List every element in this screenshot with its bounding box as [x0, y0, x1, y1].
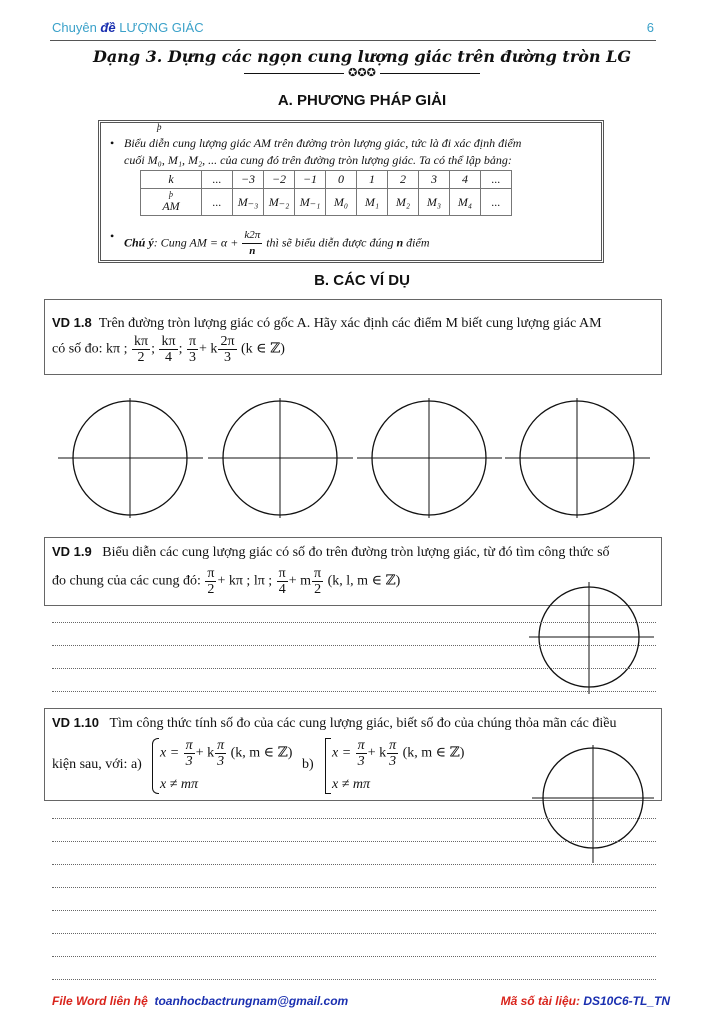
table-cell: −3	[233, 171, 264, 189]
unit-circle-5	[529, 582, 654, 694]
sys-b-cond: (k, m ∈ ℤ)	[402, 745, 465, 761]
sys-a-plus-k: + k	[195, 745, 215, 761]
table-cell: 1	[357, 171, 388, 189]
note-n: n	[396, 235, 404, 250]
answer-line[interactable]	[52, 622, 656, 623]
vd18-pre: có số đo: kπ ;	[52, 341, 128, 357]
answer-line[interactable]	[52, 645, 656, 646]
method-bullet-1-line-1: Biểu diễn cung lượng giác AM trên đường tròn lượng giác, tức là đi xác định điểm	[124, 136, 522, 150]
unit-circle-1	[58, 398, 203, 518]
table-cell: ...	[202, 189, 233, 216]
page-number: 6	[646, 20, 654, 35]
table-cell: 4	[450, 171, 481, 189]
ornament-stars: ✪✪✪	[348, 67, 376, 79]
header-divider	[50, 40, 656, 41]
header-chapter-b: đề	[100, 20, 116, 35]
table-cell: M₃	[419, 189, 450, 216]
system-b-eq-2: x ≠ mπ	[332, 777, 371, 792]
answer-line[interactable]	[52, 691, 656, 692]
system-a-brace	[152, 738, 159, 794]
vd18-f2-den: 4	[165, 350, 173, 365]
vd19-t1: + kπ ; lπ ;	[217, 573, 273, 589]
table-cell: M₋₂	[264, 189, 295, 216]
answer-line[interactable]	[52, 910, 656, 911]
header-chapter-c: LƯỢNG GIÁC	[115, 20, 204, 35]
sys-b-f2-den: 3	[389, 754, 397, 769]
example-1-9-text: Biểu diễn các cung lượng giác có số đo trên đường tròn lượng giác, từ đó tìm công thức số	[102, 545, 610, 560]
vd18-f3-den: 3	[188, 350, 196, 365]
unit-circle-6	[532, 745, 654, 863]
table-cell: M₋₃	[233, 189, 264, 216]
vd18-f4-den: 3	[223, 350, 231, 365]
sys-a-f2-num: π	[217, 738, 225, 753]
example-1-10-line-1	[52, 715, 657, 732]
system-a-eq-1	[160, 738, 292, 769]
method-bullet-1: • Biểu diễn cung lượng giác AM trên đường tròn lượng giác, tức là đi xác định điểm cuối M₀, M₁, M₂, ... của cung đó trên đường tròn lượng giác. Ta có thể lập bảng:	[124, 135, 600, 169]
table-cell: ...	[481, 171, 512, 189]
note-end: điểm	[406, 235, 430, 250]
sys-b-f1-num: π	[357, 738, 365, 753]
table-cell: 2	[388, 171, 419, 189]
header-chapter-a: Chuyên	[52, 20, 101, 35]
arc-mark: þ	[169, 189, 173, 199]
vd18-f1-num: kπ	[134, 334, 149, 349]
system-b-bracket	[325, 738, 331, 794]
table-cell: −1	[295, 171, 326, 189]
footer-doc-code-value: DS10C6-TL_TN	[583, 994, 670, 1008]
vd18-f3-num: π	[188, 334, 197, 349]
note-frac-num: k2π	[242, 228, 262, 244]
unit-circle-4	[505, 398, 650, 518]
table-cell: M₂	[388, 189, 419, 216]
method-bullet-1-line-2: cuối M₀, M₁, M₂, ... của cung đó trên đường tròn lượng giác. Ta có thể lập bảng:	[124, 153, 512, 167]
system-b-eq-1	[332, 738, 464, 769]
sys-b-plus-k: + k	[367, 745, 387, 761]
sys-a-f1-num: π	[185, 738, 193, 753]
note-arc: AM	[189, 235, 207, 250]
points-table	[140, 170, 512, 216]
table-cell-arc-label	[141, 189, 202, 216]
example-1-8-line-2: có số đo: kπ ; $\frac{k\pi}{2}$ ; $\frac{k\pi}{4}$ ; $\frac{\pi}{3}$ + k $\frac{2\pi}{3}$ (k ∈ ℤ)	[52, 334, 285, 365]
arc-label: AM	[162, 198, 180, 213]
note-label: Chú ý	[124, 235, 154, 250]
vd19-condition: (k, l, m ∈ ℤ)	[327, 573, 401, 589]
sys-a-f2-den: 3	[217, 754, 225, 769]
sys-a-cond: (k, m ∈ ℤ)	[230, 745, 293, 761]
method-note: • Chú ý: Cung AM = α + $\frac{k2\pi}{n}$ thì sẽ biểu diễn được đúng n điểm	[110, 229, 430, 257]
footer-doc-code-label: Mã số tài liệu:	[500, 994, 580, 1008]
answer-line[interactable]	[52, 841, 656, 842]
example-1-8-label: VD 1.8	[52, 315, 92, 330]
points-table-row-points	[141, 189, 512, 216]
section-b-heading: B. CÁC VÍ DỤ	[314, 272, 410, 289]
table-cell: −2	[264, 171, 295, 189]
sys-b-x: x =	[332, 745, 352, 761]
answer-line[interactable]	[52, 933, 656, 934]
table-cell: k	[141, 171, 202, 189]
table-cell: 0	[326, 171, 357, 189]
unit-circle-3	[357, 398, 502, 518]
answer-line[interactable]	[52, 864, 656, 865]
arc-mark: þ	[157, 122, 162, 132]
example-1-9-line-1	[52, 544, 657, 561]
vd18-f4-num: 2π	[220, 334, 235, 349]
page-title: Dạng 3. Dựng các ngọn cung lượng giác trên đường tròn LG	[92, 47, 632, 66]
note-eq: = α +	[209, 235, 239, 250]
vd19-f1-den: 2	[207, 582, 215, 597]
vd18-f2-num: kπ	[161, 334, 176, 349]
vd18-condition: (k ∈ ℤ)	[241, 341, 285, 357]
sys-a-f1-den: 3	[185, 754, 193, 769]
table-cell: M₄	[450, 189, 481, 216]
vd19-f3-num: π	[314, 566, 322, 581]
points-table-row-k	[141, 171, 512, 189]
footer-contact-label: File Word liên hệ	[52, 994, 148, 1008]
unit-circle-2	[208, 398, 353, 518]
vd18-f1-den: 2	[137, 350, 145, 365]
table-cell: ...	[202, 171, 233, 189]
header-chapter	[52, 20, 204, 35]
table-cell: 3	[419, 171, 450, 189]
section-a-heading: A. PHƯƠNG PHÁP GIẢI	[277, 92, 447, 109]
answer-line[interactable]	[52, 887, 656, 888]
sys-b-f1-den: 3	[357, 754, 365, 769]
answer-line[interactable]	[52, 818, 656, 819]
footer-contact	[52, 994, 348, 1008]
vd19-f2-num: π	[278, 566, 286, 581]
note-post: thì sẽ biểu diễn được đúng	[266, 235, 394, 250]
vd19-f2-den: 4	[278, 582, 286, 597]
note-frac-den: n	[249, 245, 256, 257]
footer-email-link[interactable]: toanhocbactrungnam@gmail.com	[154, 994, 349, 1008]
example-1-9-label: VD 1.9	[52, 544, 92, 559]
table-cell: M₋₁	[295, 189, 326, 216]
vd18-plus-k: + k	[199, 341, 218, 357]
answer-line[interactable]	[52, 956, 656, 957]
footer-doc-code	[501, 994, 670, 1008]
note-pre: : Cung	[153, 235, 187, 250]
vd19-f3-den: 2	[314, 582, 322, 597]
example-1-10-text: Tìm công thức tính số đo của các cung lượng giác, biết số đo của chúng thỏa mãn các điều	[109, 716, 617, 731]
example-1-8-text: Trên đường tròn lượng giác có gốc A. Hãy xác định các điểm M biết cung lượng giác AM	[98, 316, 602, 331]
table-cell: ...	[481, 189, 512, 216]
example-1-8-line-1	[52, 315, 657, 332]
answer-line[interactable]	[52, 979, 656, 980]
part-b-label: b)	[302, 757, 314, 772]
sys-a-x: x =	[160, 745, 180, 761]
vd19-t2: + m	[288, 573, 312, 589]
table-cell: M₀	[326, 189, 357, 216]
example-1-10-label: VD 1.10	[52, 715, 99, 730]
example-1-9-line-2	[52, 566, 400, 597]
vd110-pre: kiện sau, với: a)	[52, 757, 142, 772]
table-cell: M₁	[357, 189, 388, 216]
answer-line[interactable]	[52, 668, 656, 669]
vd19-pre: đo chung của các cung đó:	[52, 573, 201, 589]
system-a-eq-2: x ≠ mπ	[160, 777, 199, 792]
vd19-f1-num: π	[207, 566, 215, 581]
sys-b-f2-num: π	[389, 738, 397, 753]
title-ornament	[0, 66, 724, 79]
